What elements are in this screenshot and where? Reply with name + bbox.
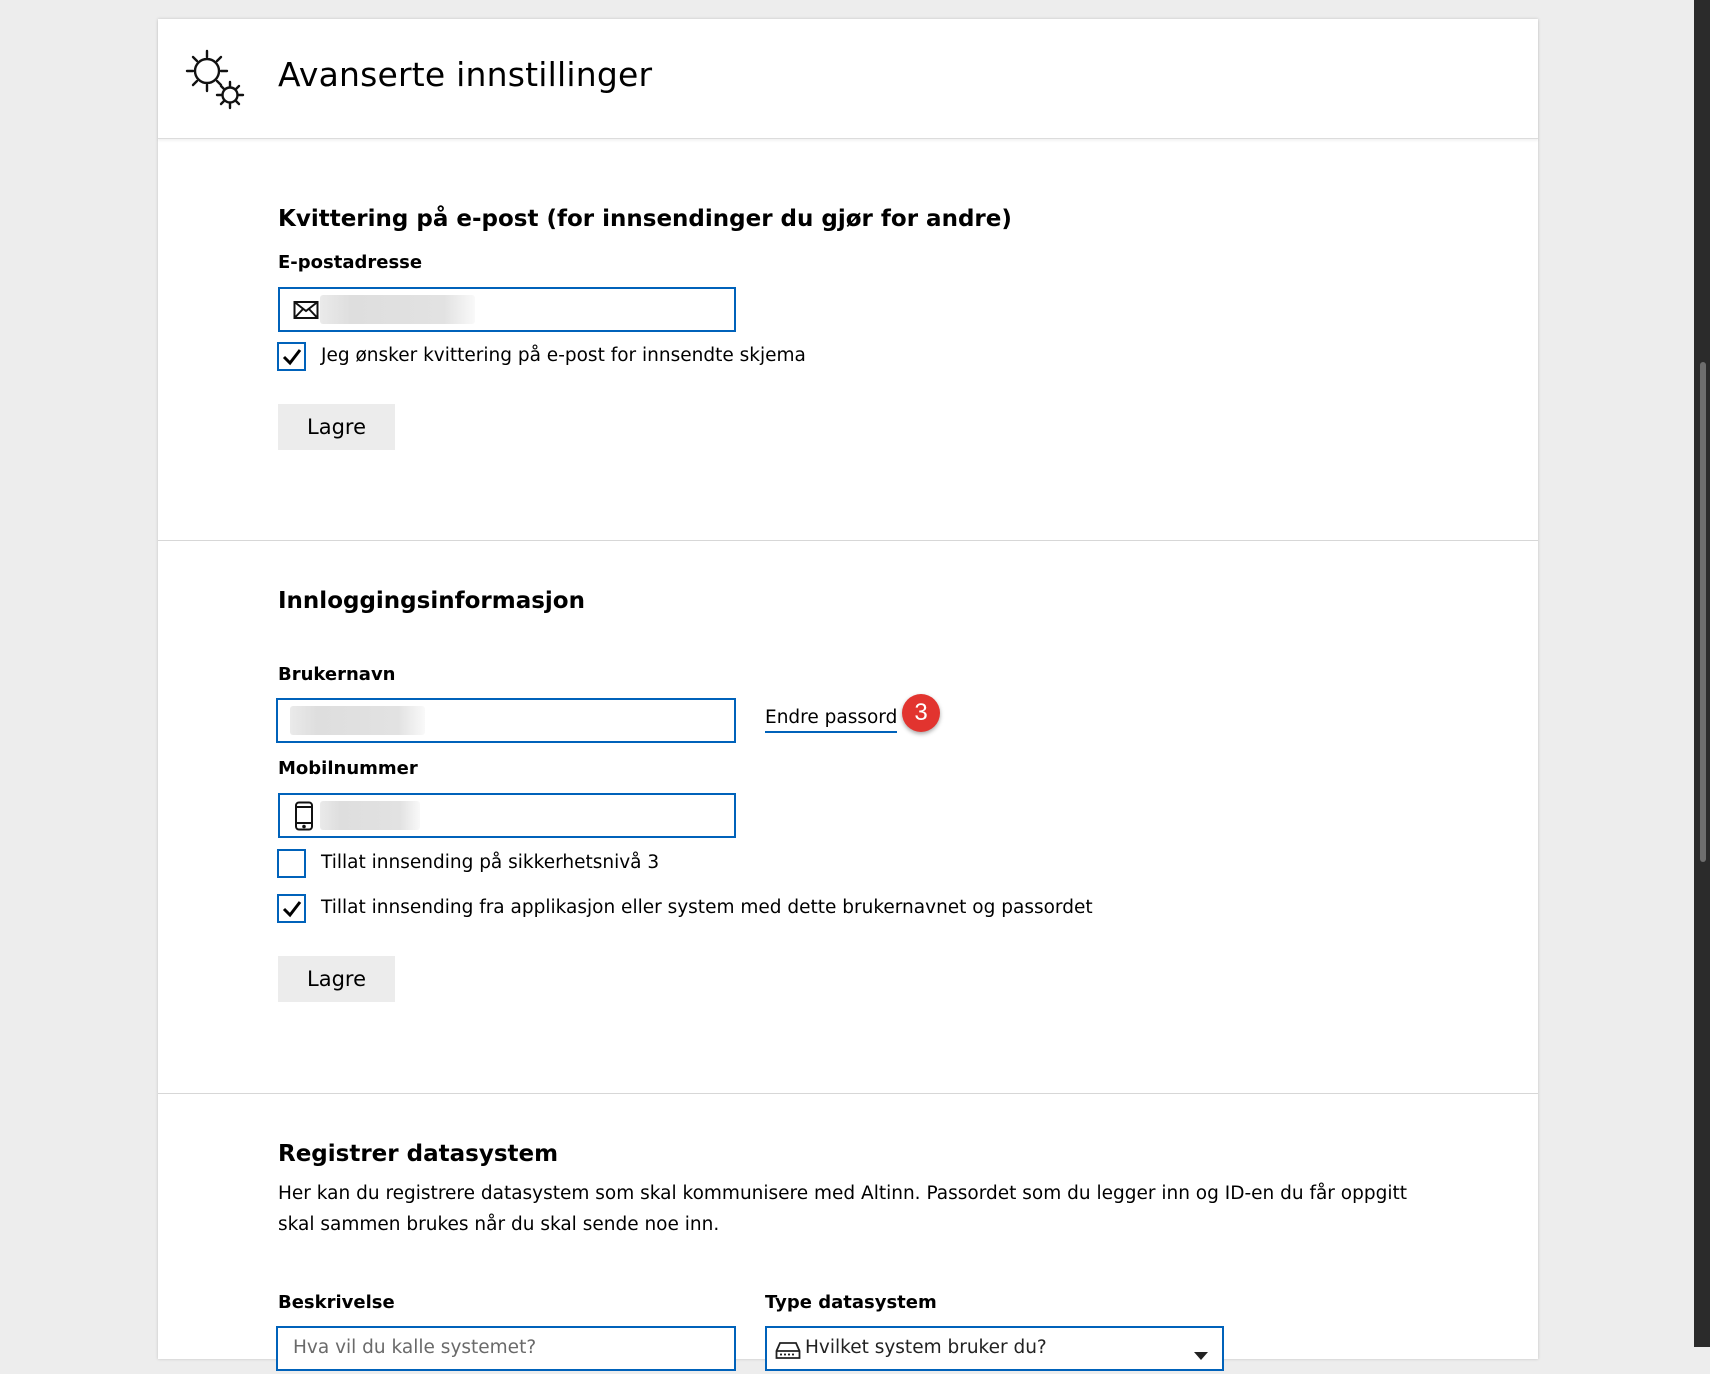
email-label: E-postadresse bbox=[278, 252, 423, 273]
login-title: Innloggingsinformasjon bbox=[278, 588, 585, 614]
description-label: Beskrivelse bbox=[278, 1292, 395, 1313]
datasystem-type-label: Type datasystem bbox=[765, 1292, 937, 1313]
email-receipt-label: Jeg ønsker kvittering på e-post for innsendte skjema bbox=[321, 345, 806, 366]
receipt-section bbox=[158, 139, 1538, 541]
server-icon bbox=[775, 1340, 801, 1364]
email-value-redacted bbox=[320, 295, 475, 324]
username-label: Brukernavn bbox=[278, 664, 396, 685]
annotation-badge: 3 bbox=[902, 694, 940, 732]
description-input[interactable] bbox=[276, 1326, 736, 1371]
datasystem-title: Registrer datasystem bbox=[278, 1141, 559, 1167]
receipt-title: Kvittering på e-post (for innsendinger du gjør for andre) bbox=[278, 206, 1012, 232]
mobile-label: Mobilnummer bbox=[278, 758, 418, 779]
security-level3-checkbox[interactable] bbox=[277, 849, 306, 878]
app-submission-checkbox[interactable] bbox=[277, 894, 306, 923]
save-login-button[interactable]: Lagre bbox=[278, 956, 395, 1002]
login-section bbox=[158, 541, 1538, 1094]
gears-icon bbox=[185, 48, 247, 112]
security-level3-label: Tillat innsending på sikkerhetsnivå 3 bbox=[321, 852, 660, 873]
chevron-down-icon bbox=[1194, 1345, 1208, 1364]
mobile-value-redacted bbox=[320, 801, 420, 830]
description-placeholder: Hva vil du kalle systemet? bbox=[293, 1337, 537, 1358]
change-password-link[interactable]: Endre passord bbox=[765, 707, 897, 733]
datasystem-type-value: Hvilket system bruker du? bbox=[805, 1337, 1047, 1358]
page-header bbox=[158, 19, 1538, 139]
scrollbar-thumb[interactable] bbox=[1700, 362, 1706, 862]
envelope-icon bbox=[293, 300, 319, 324]
email-receipt-checkbox[interactable] bbox=[277, 342, 306, 371]
page-title: Avanserte innstillinger bbox=[278, 55, 653, 94]
save-receipt-button[interactable]: Lagre bbox=[278, 404, 395, 450]
settings-panel bbox=[158, 19, 1538, 1359]
datasystem-section bbox=[158, 1094, 1538, 1374]
mobile-phone-icon bbox=[294, 801, 314, 835]
datasystem-type-select[interactable] bbox=[765, 1326, 1224, 1371]
username-field[interactable] bbox=[276, 698, 736, 743]
username-value-redacted bbox=[290, 706, 425, 735]
app-submission-label: Tillat innsending fra applikasjon eller system med dette brukernavnet og passordet bbox=[321, 897, 1093, 918]
email-field[interactable] bbox=[278, 287, 736, 332]
datasystem-description: Her kan du registrere datasystem som skal kommunisere med Altinn. Passordet som du legger inn og ID-en du får oppgitt skal sammen brukes når du skal sende noe inn. bbox=[278, 1183, 1407, 1235]
mobile-field[interactable] bbox=[278, 793, 736, 838]
